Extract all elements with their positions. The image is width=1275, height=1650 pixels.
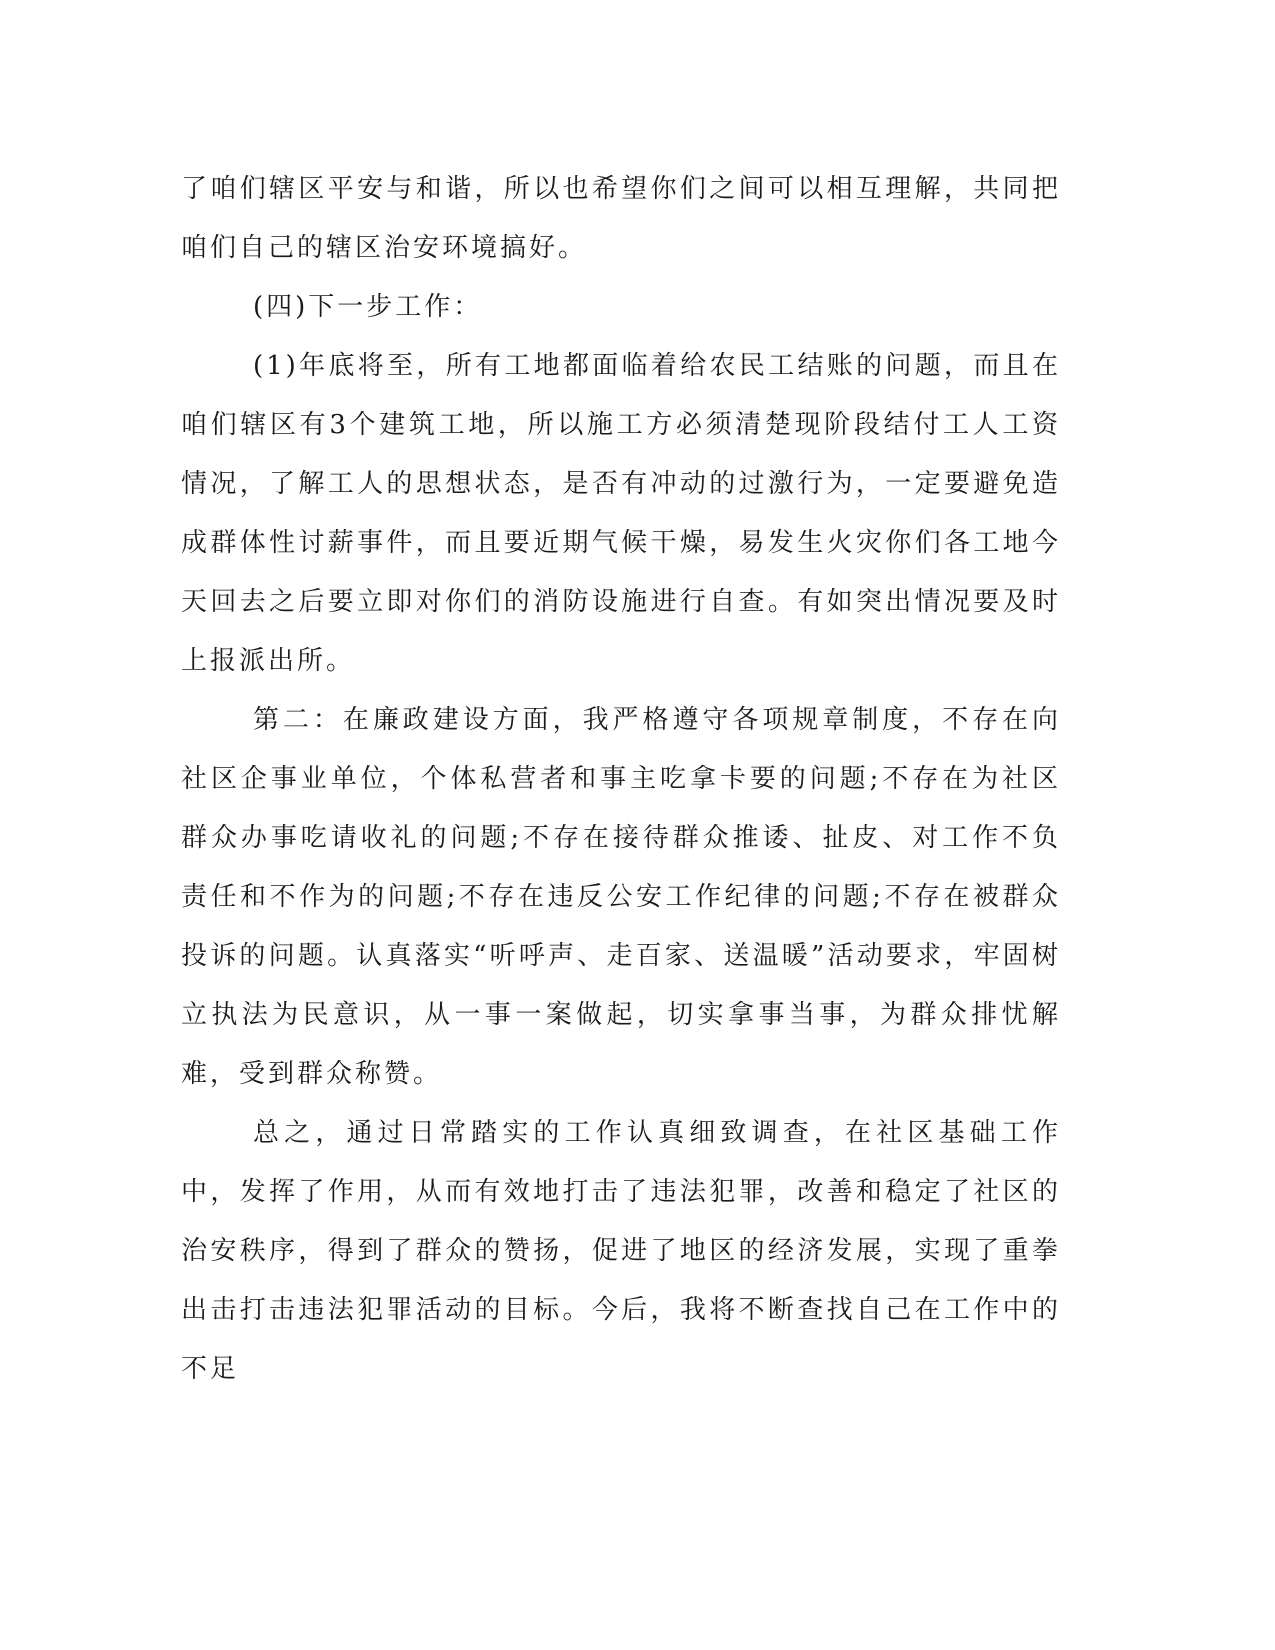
paragraph-continuation: 了咱们辖区平安与和谐，所以也希望你们之间可以相互理解，共同把咱们自己的辖区治安环境搞好。: [181, 174, 1061, 263]
paragraph-summary: 总之，通过日常踏实的工作认真细致调查，在社区基础工作中，发挥了作用，从而有效地打击了违法犯罪，改善和稳定了社区的治安秩序，得到了群众的赞扬，促进了地区的经济发展，实现了重拳出击打击违法犯罪活动的目标。今后，我将不断查找自己在工作中的不足: [181, 1118, 1061, 1384]
document-body: [181, 160, 1061, 1399]
paragraph-next-steps-heading: (四)下一步工作：: [253, 292, 483, 322]
paragraph-item-1: (1)年底将至，所有工地都面临着给农民工结账的问题，而且在咱们辖区有3个建筑工地，所以施工方必须清楚现阶段结付工人工资情况，了解工人的思想状态，是否有冲动的过激行为，一定要避免造成群体性讨薪事件，而且要近期气候干燥，易发生火灾你们各工地今天回去之后要立即对你们的消防设施进行自查。有如突出情况要及时上报派出所。: [181, 351, 1061, 676]
paragraph-integrity: 第二：在廉政建设方面，我严格遵守各项规章制度，不存在向社区企事业单位，个体私营者和事主吃拿卡要的问题;不存在为社区群众办事吃请收礼的问题;不存在接待群众推诿、扯皮、对工作不负责任和不作为的问题;不存在违反公安工作纪律的问题;不存在被群众投诉的问题。认真落实“听呼声、走百家、送温暖”活动要求，牢固树立执法为民意识，从一事一案做起，切实拿事当事，为群众排忧解难，受到群众称赞。: [181, 705, 1061, 1089]
